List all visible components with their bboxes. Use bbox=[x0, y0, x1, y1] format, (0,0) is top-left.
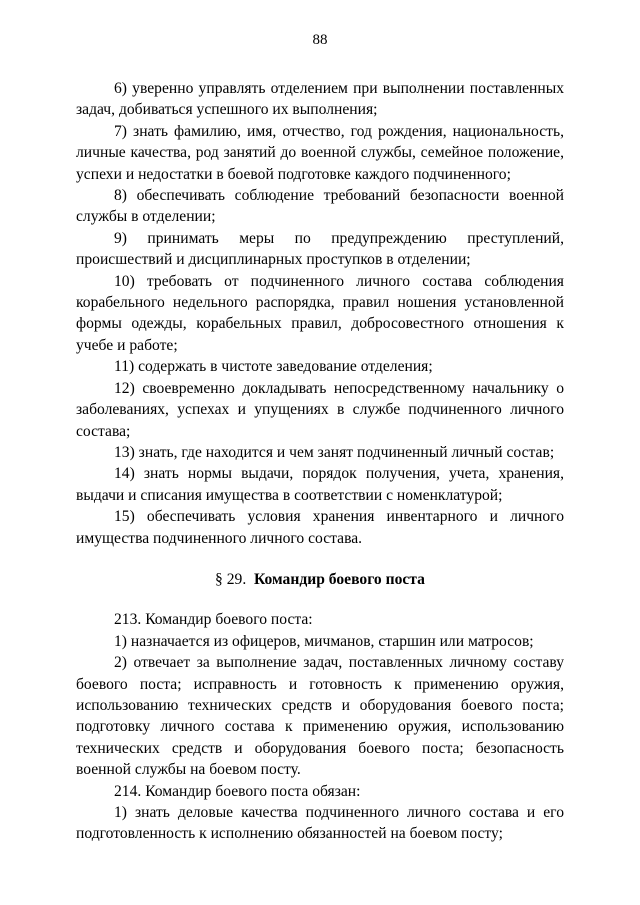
paragraph: 2) отвечает за выполнение задач, поставленных личному составу боевого поста; исправность и готовность к применению оружия, использованию технических средств и оборудования боевого поста; подготовку личного состава к применению оружия, использованию технических средств и оборудования боевого поста; безопасность военной службы на боевом посту. bbox=[76, 654, 564, 779]
section-number: § 29. bbox=[215, 570, 247, 588]
paragraph: 1) знать деловые качества подчиненного личного состава и его подготовленность к исполнению обязанностей на боевом посту; bbox=[76, 804, 564, 843]
paragraph: 9) принимать меры по предупреждению преступлений, происшествий и дисциплинарных проступков в отделении; bbox=[76, 229, 564, 269]
paragraph: 7) знать фамилию, имя, отчество, год рождения, национальность, личные качества, род занятий до военной службы, семейное положение, успехи и недостатки в боевой подготовке каждого подчиненного; bbox=[76, 122, 564, 183]
section-heading bbox=[76, 569, 564, 590]
paragraph: 213. Командир боевого поста: bbox=[114, 611, 313, 629]
paragraph: 11) содержать в чистоте заведование отделения; bbox=[114, 358, 433, 376]
paragraph: 214. Командир боевого поста обязан: bbox=[114, 782, 361, 800]
paragraph: 6) уверенно управлять отделением при выполнении поставленных задач, добиваться успешного их выполнения; bbox=[76, 80, 564, 119]
paragraph: 14) знать нормы выдачи, порядок получения, учета, хранения, выдачи и списания имущества в соответствии с номенклатурой; bbox=[76, 465, 564, 504]
document-body bbox=[76, 78, 564, 845]
paragraph: 12) своевременно докладывать непосредственному начальнику о заболеваниях, успехах и упущениях в службе подчиненного личного состава; bbox=[76, 379, 564, 440]
page-number: 88 bbox=[312, 32, 328, 48]
paragraph: 8) обеспечивать соблюдение требований безопасности военной службы в отделении; bbox=[76, 187, 564, 226]
paragraph: 1) назначается из офицеров, мичманов, старшин или матросов; bbox=[114, 632, 534, 650]
section-title: Командир боевого поста bbox=[254, 570, 425, 588]
paragraph: 13) знать, где находится и чем занят подчиненный личный состав; bbox=[114, 443, 555, 461]
paragraph: 15) обеспечивать условия хранения инвентарного и личного имущества подчиненного личного состава. bbox=[76, 508, 564, 547]
paragraph: 10) требовать от подчиненного личного состава соблюдения корабельного недельного распорядка, правил ношения установленной формы одежды, корабельных правил, добросовестного отношения к учебе и работе; bbox=[76, 272, 564, 354]
